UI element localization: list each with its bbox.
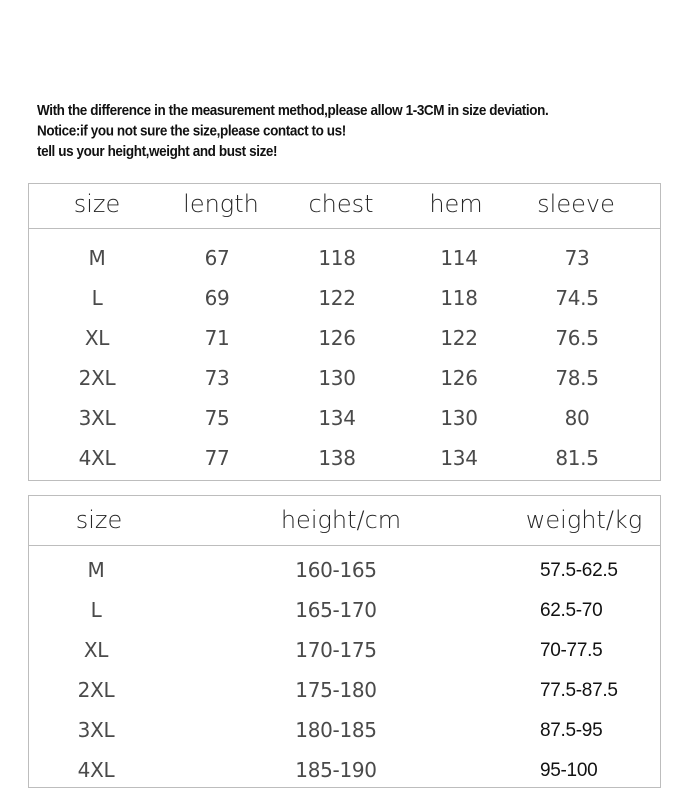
cell-sleeve: 78.5 [555, 366, 599, 390]
cell-hem: 126 [440, 366, 478, 390]
cell-size: L [91, 286, 103, 310]
cell-chest: 122 [318, 286, 356, 310]
cell-hem: 130 [440, 406, 478, 430]
cell-length: 73 [204, 366, 230, 390]
cell-size: L [90, 598, 102, 622]
cell-height: 175-180 [295, 678, 377, 702]
size-table-header [29, 184, 660, 229]
cell-height: 170-175 [295, 638, 377, 662]
header-sleeve: sleeve [537, 190, 615, 218]
cell-hem: 114 [440, 246, 478, 270]
header-weight: weight/kg [525, 506, 643, 534]
cell-size: M [88, 246, 106, 270]
cell-length: 77 [204, 446, 230, 470]
cell-length: 69 [204, 286, 230, 310]
cell-size: 2XL [78, 366, 116, 390]
size-fit-table [28, 495, 661, 788]
cell-height: 165-170 [295, 598, 377, 622]
cell-size: 3XL [78, 406, 116, 430]
cell-chest: 130 [318, 366, 356, 390]
cell-length: 75 [204, 406, 230, 430]
header-hem: hem [429, 190, 483, 218]
header-height: height/cm [280, 506, 402, 534]
cell-hem: 118 [440, 286, 478, 310]
header-chest: chest [308, 190, 374, 218]
cell-length: 67 [204, 246, 230, 270]
cell-weight: 62.5-70 [540, 600, 603, 621]
cell-chest: 138 [318, 446, 356, 470]
cell-size: 4XL [78, 446, 116, 470]
cell-sleeve: 74.5 [555, 286, 599, 310]
cell-length: 71 [204, 326, 230, 350]
cell-chest: 134 [318, 406, 356, 430]
measurement-notice [37, 100, 677, 162]
cell-sleeve: 76.5 [555, 326, 599, 350]
cell-weight: 77.5-87.5 [540, 680, 618, 701]
cell-size: M [87, 558, 105, 582]
fit-table-header [29, 496, 660, 546]
cell-weight: 95-100 [540, 760, 598, 781]
cell-size: XL [83, 638, 109, 662]
cell-chest: 118 [318, 246, 356, 270]
size-measurement-table [28, 183, 661, 481]
cell-sleeve: 81.5 [555, 446, 599, 470]
cell-size: XL [84, 326, 110, 350]
cell-sleeve: 73 [564, 246, 590, 270]
cell-weight: 57.5-62.5 [540, 560, 618, 581]
cell-weight: 70-77.5 [540, 640, 603, 661]
header-size: size [75, 506, 123, 534]
cell-sleeve: 80 [564, 406, 590, 430]
cell-chest: 126 [318, 326, 356, 350]
cell-hem: 122 [440, 326, 478, 350]
notice-line-contact: Notice:if you not sure the size,please contact to us! [37, 122, 346, 139]
cell-size: 4XL [77, 758, 115, 782]
cell-size: 2XL [77, 678, 115, 702]
cell-hem: 134 [440, 446, 478, 470]
header-size: size [73, 190, 121, 218]
notice-line-deviation: With the difference in the measurement method,please allow 1-3CM in size deviation. [37, 102, 549, 119]
header-length: length [183, 190, 259, 218]
cell-weight: 87.5-95 [540, 720, 603, 741]
cell-height: 180-185 [295, 718, 377, 742]
notice-line-tell-us: tell us your height,weight and bust size! [37, 143, 278, 160]
cell-height: 160-165 [295, 558, 377, 582]
cell-size: 3XL [77, 718, 115, 742]
cell-height: 185-190 [295, 758, 377, 782]
